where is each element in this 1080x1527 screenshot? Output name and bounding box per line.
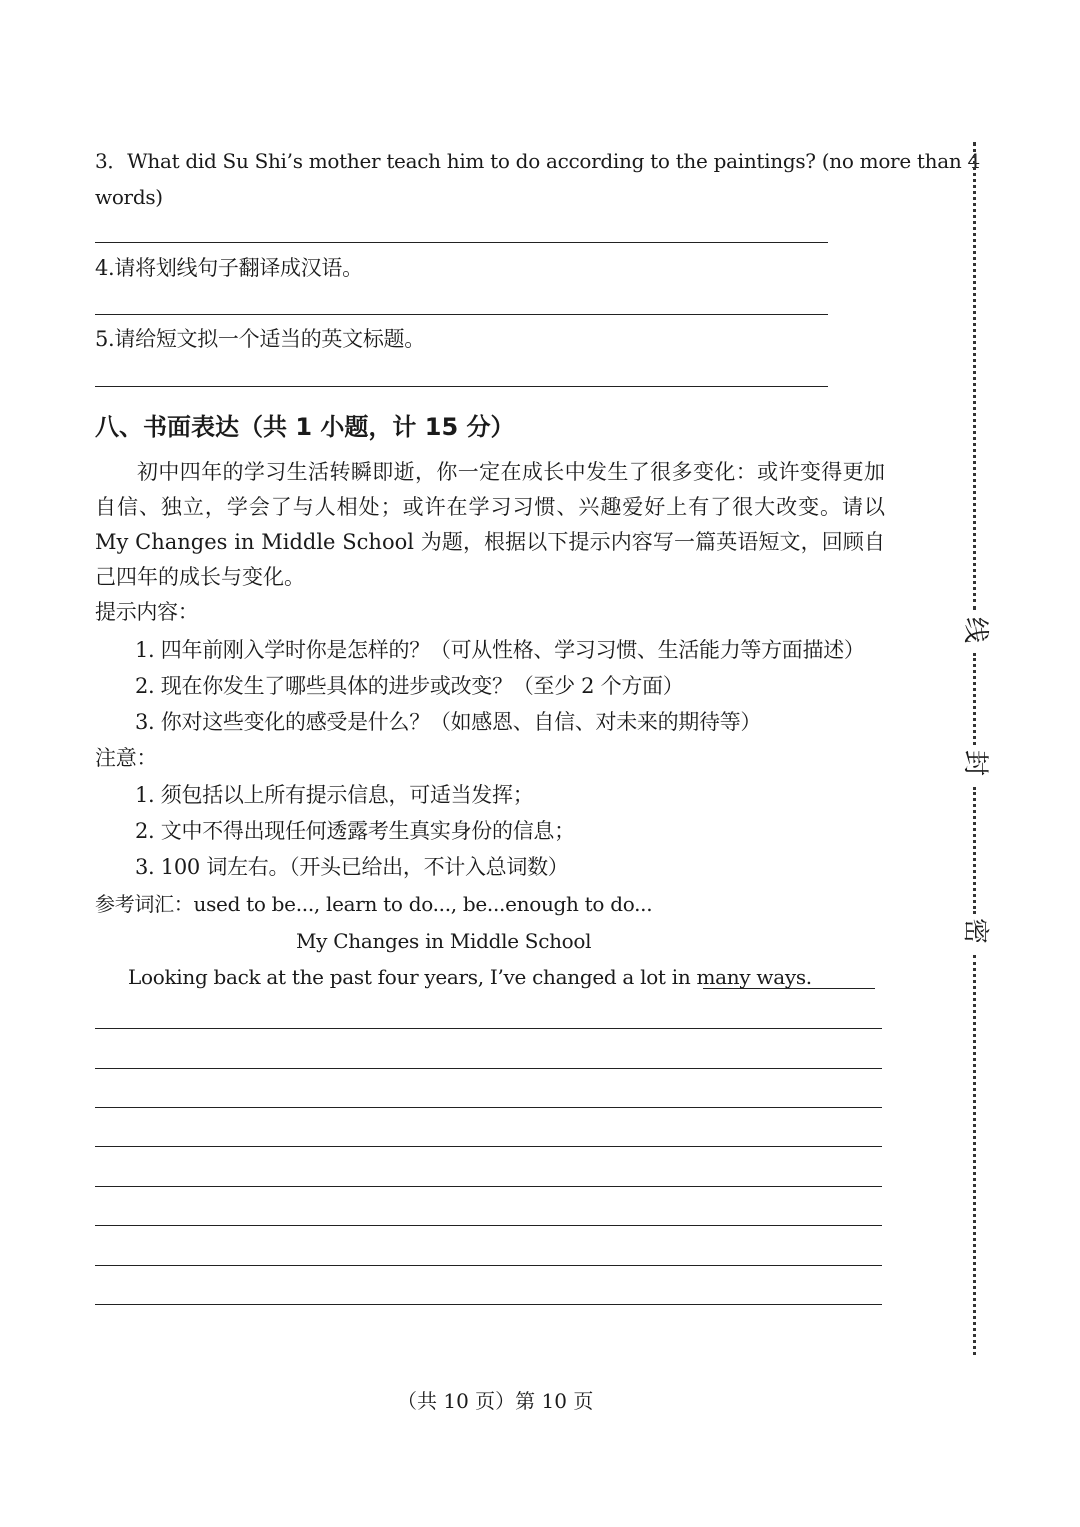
hint-item-1: 1. 四年前刚入学时你是怎样的？（可从性格、学习习惯、生活能力等方面描述）: [135, 638, 865, 662]
essay-line[interactable]: [95, 1068, 882, 1069]
note-item-2: 2. 文中不得出现任何透露考生真实身份的信息；: [135, 819, 575, 843]
hint-item-3: 3. 你对这些变化的感受是什么？（如感恩、自信、对未来的期待等）: [135, 710, 762, 734]
seal-dotted-line: [973, 787, 976, 914]
notes-label: 注意：: [95, 746, 158, 770]
essay-first-line-blank[interactable]: [703, 988, 875, 989]
essay-title: My Changes in Middle School: [296, 929, 592, 953]
answer-line-q5[interactable]: [95, 386, 828, 387]
question-5: 5.请给短文拟一个适当的英文标题。: [95, 327, 425, 351]
hints-label: 提示内容：: [95, 600, 199, 624]
essay-line[interactable]: [95, 1225, 882, 1226]
answer-line-q4[interactable]: [95, 314, 828, 315]
hint-item-2: 2. 现在你发生了哪些具体的进步或改变？（至少 2 个方面）: [135, 674, 684, 698]
reference-vocabulary: 参考词汇：used to be..., learn to do..., be...enough to do...: [95, 892, 653, 916]
essay-line[interactable]: [95, 1107, 882, 1108]
section-title: 八、书面表达（共 1 小题，计 15 分）: [95, 413, 515, 441]
seal-dotted-line: [973, 955, 976, 1355]
essay-line[interactable]: [95, 1265, 882, 1266]
essay-opening: Looking back at the past four years, I’ve changed a lot in many ways.: [128, 965, 812, 989]
seal-dotted-line: [973, 653, 976, 745]
note-item-1: 1. 须包括以上所有提示信息，可适当发挥；: [135, 783, 534, 807]
answer-line-q3[interactable]: [95, 242, 828, 243]
seal-dotted-line: [973, 142, 976, 610]
essay-line[interactable]: [95, 1304, 882, 1305]
essay-line[interactable]: [95, 1028, 882, 1029]
question-3-line-2: words): [95, 185, 163, 209]
essay-line[interactable]: [95, 1186, 882, 1187]
seal-char-mi: 密: [960, 918, 990, 945]
seal-char-xian: 线: [960, 617, 990, 644]
question-4: 4.请将划线句子翻译成汉语。: [95, 256, 363, 280]
essay-line[interactable]: [95, 1146, 882, 1147]
note-item-3: 3. 100 词左右。（开头已给出，不计入总词数）: [135, 855, 569, 879]
page-footer: （共 10 页）第 10 页: [397, 1389, 594, 1413]
seal-char-feng: 封: [960, 750, 990, 777]
question-3-line-1: 3．What did Su Shi’s mother teach him to do according to the paintings? (no more than 4: [95, 149, 980, 173]
writing-prompt: 初中四年的学习生活转瞬即逝，你一定在成长中发生了很多变化：或许变得更加自信、独立，学会了与人相处；或许在学习习惯、兴趣爱好上有了很大改变。请以 My Changes in Middle School 为题，根据以下提示内容写一篇英语短文，回顾自己四年的成长与变化。: [95, 460, 885, 589]
